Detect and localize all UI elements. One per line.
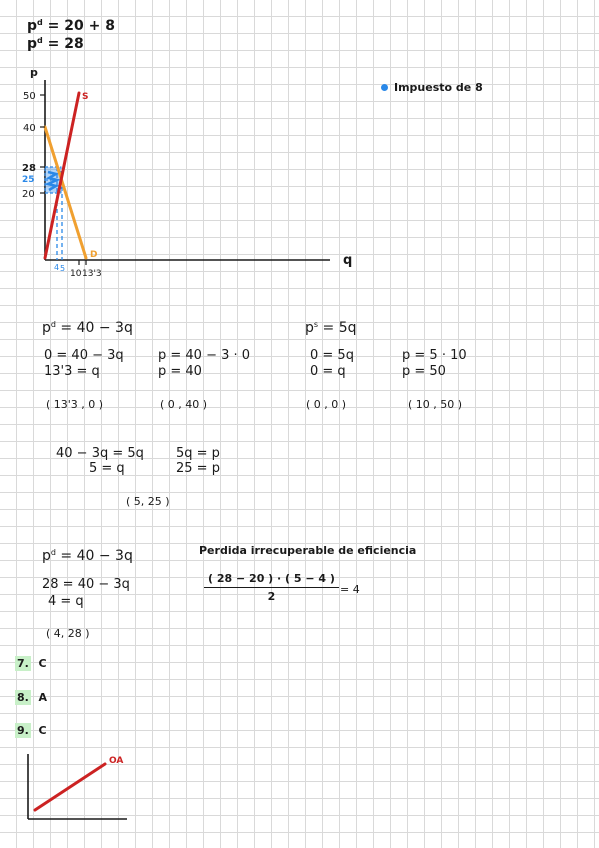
fraction-result: = 4 [340, 583, 360, 596]
equilibrium-price-line1: 5q = p [176, 446, 220, 461]
perdida-fraction [204, 572, 339, 603]
equilibrium-line1: 40 − 3q = 5q [56, 446, 144, 461]
answer-8: 8. A [17, 691, 48, 704]
small-graph [0, 740, 200, 840]
supply-equation: $p^s = 5q$ [305, 320, 357, 336]
supply-label: S [82, 92, 89, 102]
col3-line2: 0 = q [310, 364, 346, 379]
tax-line-2: 4 = q [48, 594, 84, 609]
oa-label: OA [109, 756, 124, 766]
point-3: ( 0 , 0 ) [306, 398, 347, 411]
col2-line2: p = 40 [158, 364, 202, 379]
y-tick-40: 40 [23, 123, 36, 134]
y-tick-20: 20 [22, 189, 35, 200]
legend-label: Impuesto de 8 [394, 81, 483, 94]
tax-point: ( 4, 28 ) [46, 627, 90, 640]
graph-q-label: q [343, 253, 353, 268]
equilibrium-price-line2: 25 = p [176, 461, 220, 476]
y-tick-50: 50 [23, 91, 36, 102]
oa-line [35, 764, 105, 810]
col3-line1: 0 = 5q [310, 348, 354, 363]
col1-line1: 0 = 40 − 3q [44, 348, 124, 363]
equilibrium-point: ( 5, 25 ) [126, 495, 170, 508]
col1-line2: 13'3 = q [44, 364, 100, 379]
y-tick-28: 28 [22, 163, 36, 174]
answer-9: 9. C [17, 724, 47, 737]
tax-line-1: 28 = 40 − 3q [42, 577, 130, 592]
graph-p-label: p [30, 66, 38, 79]
perdida-title: Perdida irrecuperable de eficiencia [199, 544, 417, 557]
fraction-numerator: ( 28 − 20 ) · ( 5 − 4 ) [204, 572, 339, 588]
fraction-denominator: 2 [267, 590, 276, 603]
col4-line2: p = 50 [402, 364, 446, 379]
y-tick-25: 25 [22, 175, 35, 185]
demand-equation: $p^d = 40 - 3q$ [42, 320, 133, 336]
point-2: ( 0 , 40 ) [160, 398, 208, 411]
header-line-1: $p^d = 20 + 8$ [27, 18, 115, 34]
demand-label: D [90, 250, 98, 260]
demand-equation-2: $p^d = 40 - 3q$ [42, 548, 133, 564]
x-tick-5: 5 [60, 264, 66, 273]
x-tick-4: 4 [54, 263, 60, 272]
point-1: ( 13'3 , 0 ) [46, 398, 104, 411]
legend-dot-icon [381, 84, 388, 91]
equilibrium-line2: 5 = q [89, 461, 125, 476]
x-tick-13-3: 13'3 [82, 269, 102, 279]
answer-7: 7. C [17, 657, 47, 670]
col2-line1: p = 40 − 3 · 0 [158, 348, 251, 363]
x-tick-10: 10 [70, 269, 82, 279]
supply-demand-graph [0, 0, 599, 300]
point-4: ( 10 , 50 ) [408, 398, 463, 411]
col4-line1: p = 5 · 10 [402, 348, 467, 363]
header-line-2: $p^d = 28$ [27, 36, 84, 52]
